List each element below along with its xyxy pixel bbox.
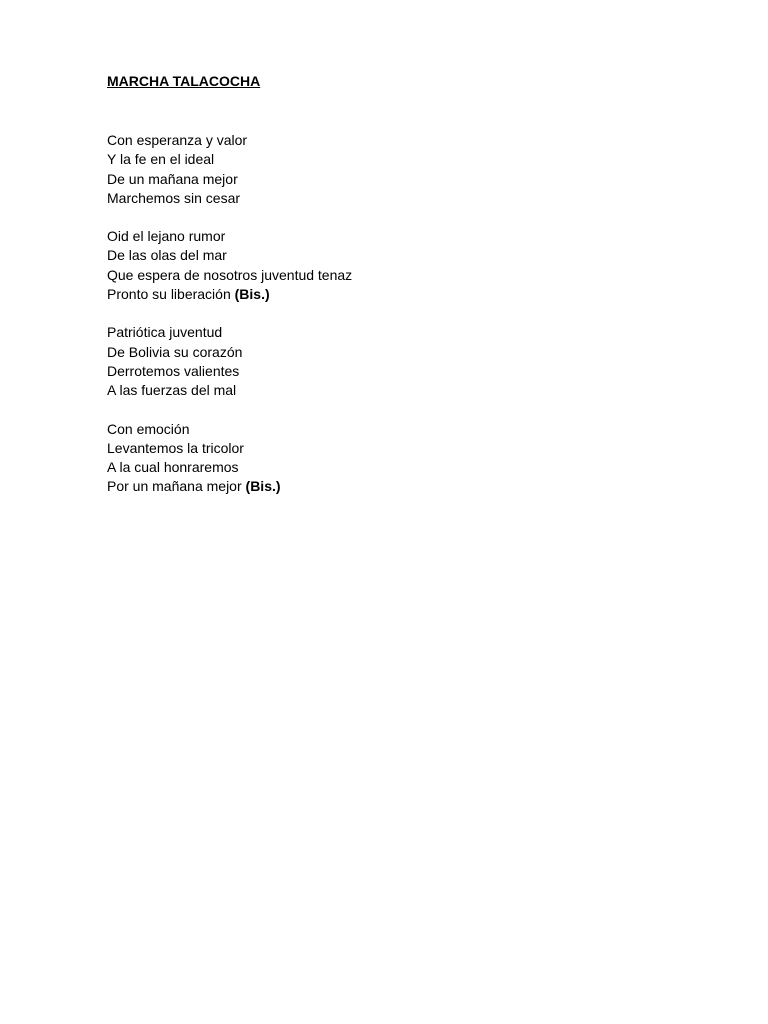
verse-line: A la cual honraremos [107, 459, 239, 476]
verse-line: Derrotemos valientes [107, 362, 240, 379]
verse-line: Que espera de nosotros juventud tenaz [107, 266, 353, 283]
verse-line: Y la fe en el ideal [107, 151, 215, 168]
stanza-1 [107, 131, 707, 208]
verse-line: Oid el lejano rumor [107, 228, 226, 245]
stanza-4 [107, 420, 707, 497]
verse-text: Por un mañana mejor [107, 478, 242, 495]
stanza-2 [107, 227, 707, 304]
verse-line: Marchemos sin cesar [107, 189, 241, 206]
document-page [107, 72, 707, 497]
stanza-3 [107, 323, 707, 400]
verse-text: Pronto su liberación [107, 286, 231, 303]
verse-line: A las fuerzas del mal [107, 382, 237, 399]
verse-line: Con esperanza y valor [107, 132, 248, 148]
song-title: MARCHA TALACOCHA [107, 73, 261, 89]
verse-line: Levantemos la tricolor [107, 439, 244, 456]
verse-line: Patriótica juventud [107, 324, 223, 341]
verse-line-with-repeat [107, 477, 707, 496]
verse-line-with-repeat [107, 285, 707, 304]
verse-line: Con emoción [107, 420, 190, 437]
repeat-mark: (Bis.) [234, 286, 270, 303]
repeat-mark: (Bis.) [245, 478, 281, 495]
verse-line: De Bolivia su corazón [107, 343, 243, 360]
verse-line: De las olas del mar [107, 247, 227, 264]
verse-line: De un mañana mejor [107, 170, 238, 187]
